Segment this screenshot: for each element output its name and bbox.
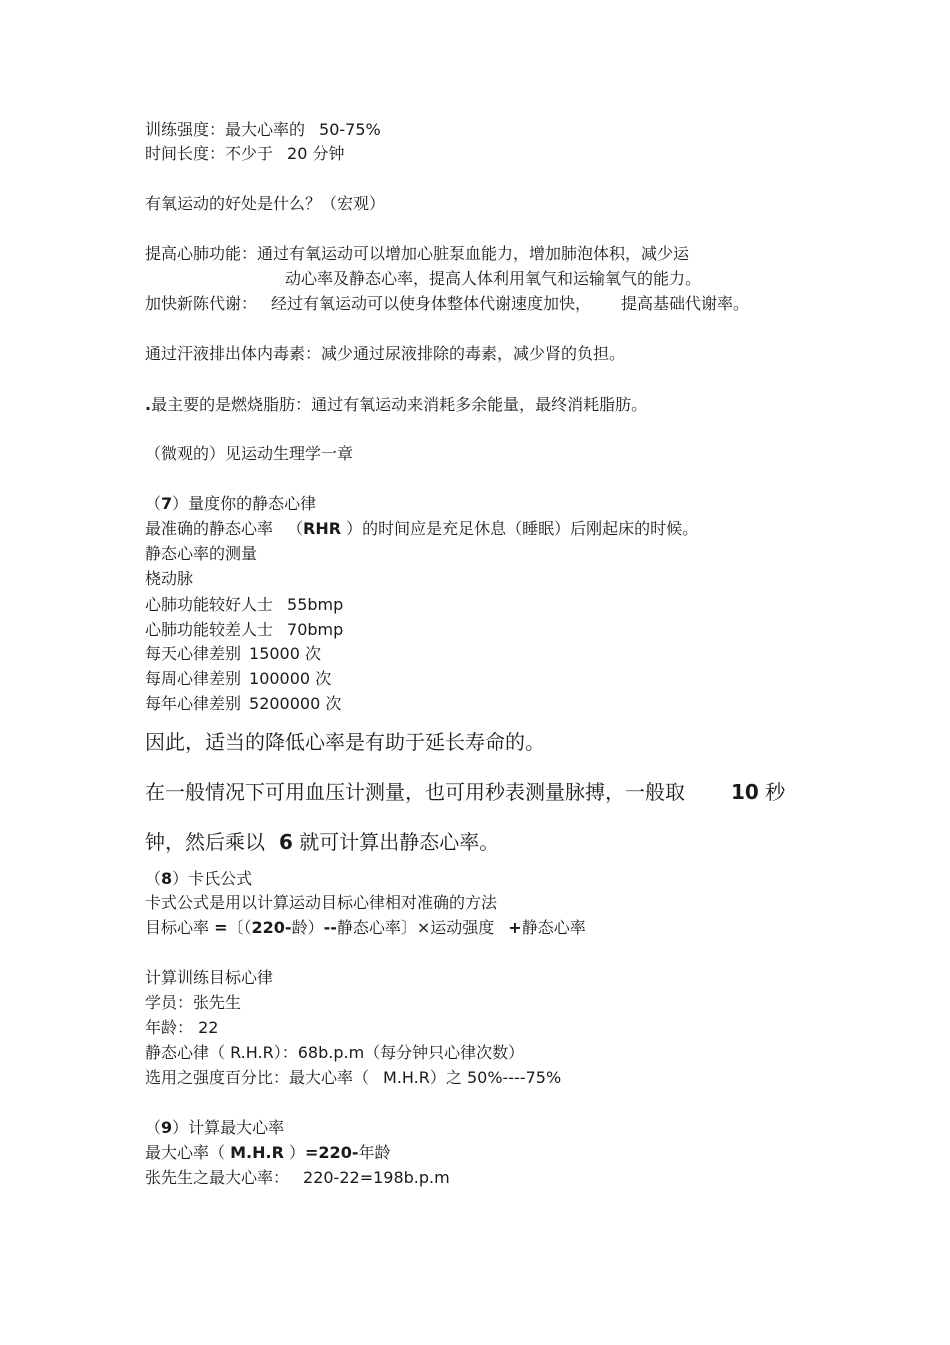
resting-heart-rate-line: 静态心律（ R.H.R）：68b.p.m（每分钟只心律次数） [145,1043,525,1062]
radial-artery-line: 桡动脉 [145,569,194,588]
micro-note: （微观的）见运动生理学一章 [145,444,354,463]
training-intensity-line: 训练强度：最大心率的 50-75% [145,120,381,139]
benefits-question: 有氧运动的好处是什么？（宏观） [145,194,386,213]
good-fitness-line: 心肺功能较好人士 55bmp [145,595,344,614]
measurement-method-line-1: 在一般情况下可用血压计测量，也可用秒表测量脉搏，一般取 10 秒 [145,780,786,804]
measurement-method-line-2: 钟，然后乘以 6 就可计算出静态心率。 [145,830,500,854]
daily-difference-line: 每天心律差别 15000 次 [145,644,322,663]
section8-heading: （8）卡氏公式 [145,869,253,888]
fat-benefit-line: .最主要的是燃烧脂肪：通过有氧运动来消耗多余能量，最终消耗脂肪。 [145,395,648,414]
intensity-percentage-line: 选用之强度百分比：最大心率（ M.H.R）之 50%----75% [145,1068,562,1087]
section7-heading: （7）量度你的静态心律 [145,494,317,513]
zhang-max-heart-rate-line: 张先生之最大心率： 220-22=198b.p.m [145,1168,450,1187]
max-heart-rate-formula: 最大心率（ M.H.R ）=220-年龄 [145,1143,391,1162]
heart-rate-conclusion: 因此，适当的降低心率是有助于延长寿命的。 [145,730,545,754]
karvonen-description: 卡式公式是用以计算运动目标心律相对准确的方法 [145,893,498,912]
calc-target-heading: 计算训练目标心律 [145,968,274,987]
toxins-benefit-line: 通过汗液排出体内毒素：减少通过尿液排除的毒素，减少肾的负担。 [145,344,626,363]
training-duration-line: 时间长度：不少于 20 分钟 [145,144,345,163]
age-line: 年龄： 22 [145,1018,219,1037]
rhr-measure-heading: 静态心率的测量 [145,544,258,563]
student-line: 学员：张先生 [145,993,242,1012]
yearly-difference-line: 每年心律差别 5200000 次 [145,694,342,713]
karvonen-formula: 目标心率 =〔（220-龄）--静态心率〕×运动强度 +静态心率 [145,918,586,937]
cardio-benefit-line-1: 提高心肺功能：通过有氧运动可以增加心脏泵血能力，增加肺泡体积，减少运 [145,244,690,263]
cardio-benefit-line-2: 动心率及静态心率，提高人体利用氧气和运输氧气的能力。 [285,269,702,288]
section9-heading: （9）计算最大心率 [145,1118,285,1137]
weekly-difference-line: 每周心律差别 100000 次 [145,669,332,688]
metabolism-benefit-line: 加快新陈代谢： 经过有氧运动可以使身体整体代谢速度加快， 提高基础代谢率。 [145,294,750,313]
rhr-definition-line: 最准确的静态心率 （RHR ）的时间应是充足休息（睡眠）后刚起床的时候。 [145,519,699,538]
poor-fitness-line: 心肺功能较差人士 70bmp [145,620,344,639]
